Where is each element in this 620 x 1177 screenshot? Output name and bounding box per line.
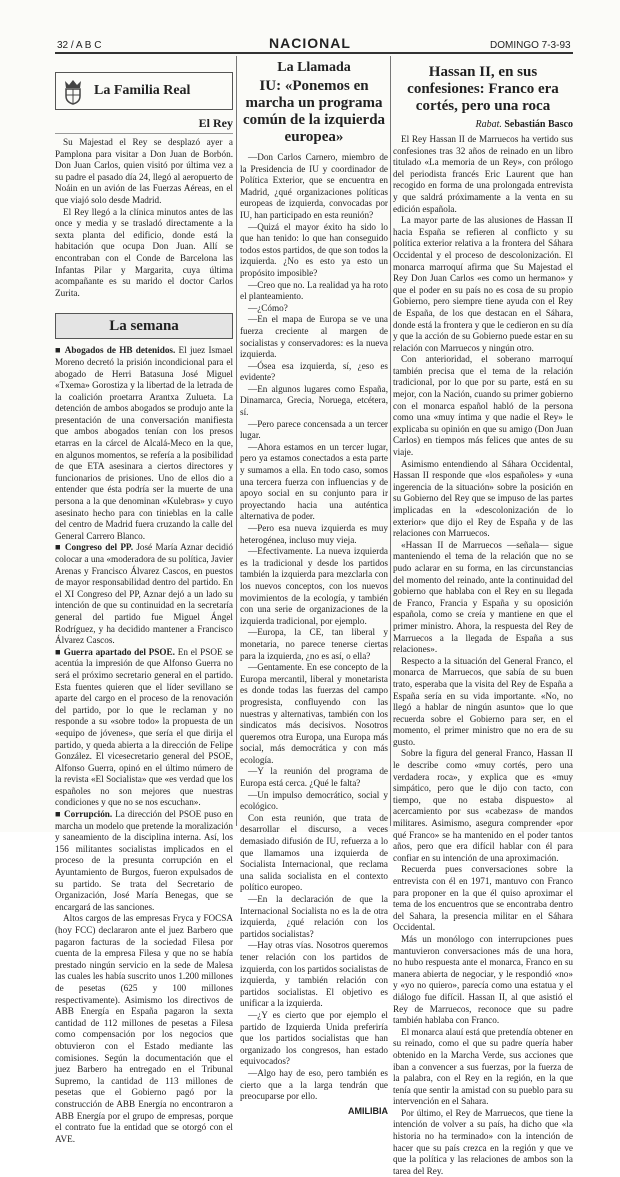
interview-paragraph: —Pero parece concensada a un tercer lugar. bbox=[240, 418, 388, 441]
byline-place: Rabat. bbox=[475, 119, 502, 130]
interview-paragraph: —Algo hay de eso, pero también es cierto que a la larga tendrán que preocuparse por ello. bbox=[240, 1067, 388, 1102]
interview-paragraph: Con esta reunión, que trata de desarrollar el discurso, a veces demasiado difusión de IU, refuerza a lo que llamamos una izquierda de Socialista Internacional, que reclama una salida socialista en el contexto político europeo. bbox=[240, 812, 388, 893]
interview-paragraph: —En algunos lugares como España, Dinamarca, Grecia, Noruega, etcétera, sí. bbox=[240, 383, 388, 418]
interview-title: IU: «Ponemos en marcha un programa común de la izquierda europea» bbox=[242, 78, 386, 145]
hassan-paragraph: Con anterioridad, el soberano marroquí también precisa que el tema de la relación tradicional, por lo que por su parte, está en su mejor, con la Nación, cuando su primer gobierno con el monarca español habló de la persona como una «muy íntima y que nadie el Rey» le explicaba su opinión en que su amigo (Don Juan Carlos) en tiempos más felices que antes de su viaje. bbox=[393, 354, 574, 458]
week-item: ■ Guerra apartado del PSOE. En el PSOE se acentúa la impresión de que Alfonso Guerra no será el próximo secretario general en el partido. Esta fuentes quieren que el líder sevillano se aparte del cargo en el proceso de la renovación del partido, por lo que le reclaman y no responde a su «sobre todo» la propuesta de un «equipo de jóvenes», que sería el que dirija el partido, y queda abierta a la dirección de Felipe González. El vicesecretario general del PSOE, Alfonso Guerra, opinó en el último número de la revista «El Socialista» que «es verdad que los españoles no son mejores que nuestras condiciones y que no se nos escuchan». bbox=[55, 646, 233, 808]
hassan-paragraph: «Hassan II de Marruecos —señala— sigue manteniendo el tema de la relación que no se pudo aclarar en su forma, en las circunstancias del momento del reinado, ante la continuidad del gobierno que hablaba con el Rey en su llegada de Franco, Francia y España y su oposición española, como se creía y mantiene en que el primer ministro. Ahora, la respuesta del Rey de Marruecos a la llegada de España a sus relaciones». bbox=[393, 539, 573, 655]
interview-paragraph: —¿Cómo? bbox=[248, 302, 288, 313]
hassan-paragraph: La mayor parte de las alusiones de Hassan II hacia España se refieren al conflicto y su política exterior relativa a la frontera del Sáhara Occidental y el proceso de descolonización. El monarca marroquí afirma que Su Majestad el Rey Don Juan Carlos «es como un hermano» y que el poder en su país no es cosa de su propio Gobierno, pero siempre tiene ayuda con el Rey de España, de los que destacan en el Sáhara, donde está la frontera y que le cedieron en su día y que la acción de su Gobierno puede estar en su relación con Marruecos y ningún otro. bbox=[393, 215, 573, 353]
column-interview bbox=[240, 56, 388, 1116]
column-divider bbox=[236, 56, 237, 826]
interview-paragraph: —Creo que no. La realidad ya ha roto el planteamiento. bbox=[240, 279, 388, 302]
interview-paragraph: —Y la reunión del programa de Europa está cerca. ¿Qué le falta? bbox=[240, 766, 388, 789]
hassan-paragraph: Asimismo entendiendo al Sáhara Occidental, Hassan II responde que «los españoles» y «una ingerencia de la situación» sobre la posición en su Gobierno del Rey que se impuso de las partes implicadas en la «descolonización de lo exterior» que dijo el Rey de España y de las relaciones con Marruecos. bbox=[393, 458, 573, 539]
box-title: La Familia Real bbox=[94, 83, 191, 98]
page-header bbox=[0, 0, 620, 54]
page-number: 32 / A B C bbox=[57, 40, 102, 51]
week-item-head: Corrupción. bbox=[63, 809, 113, 820]
issue-date: DOMINGO 7-3-93 bbox=[490, 40, 571, 51]
interview-paragraph: —Quizá el mayor éxito ha sido lo que han tenido: lo que han conseguido todos estos partidos, de que son todos la izquierda. ¿No es esto ya esto un propósito imposible? bbox=[240, 221, 388, 278]
week-item-body: El juez Ismael Moreno decretó la prisión incondicional para el abogado de Herri Batasuna José Miguel «Txema» Gorostiza y la libertad de la letrada de la coalición proetarra Arantxa Zulueta. La detención de ambos abogados se produjo ante la presentación de una conversación manifiesta que ambos abogados tenían con los presos etarras en la cárcel de Alcalá-Meco en la que, en algunos momentos, se refería a la posibilidad de que ETA asesinara a ciertos directores y funcionarios de prisiones. Uno de ellos dio a entender que ésta podría ser la muerte de una persona a la que denominan «Kulebras» y cuyo asesinato hecho para con tinieblas en la calle del centro de Madrid fuera cruzando la calle del General Carrero Blanco. bbox=[55, 345, 233, 541]
week-item-head: Guerra apartado del PSOE. bbox=[63, 646, 175, 657]
week-item bbox=[55, 913, 233, 1145]
interview-paragraph: —Europa, la CE, tan liberal y monetaria, no parece tenerse ciertas para la izquierda, ¿no es así, o ella? bbox=[240, 627, 388, 661]
interview-paragraph: —En la declaración de que la Internacional Socialista no es la de otra izquierda, ¿qué relación con los partidos socialistas? bbox=[240, 894, 388, 939]
interview-paragraph: —Ósea esa izquierda, sí, ¿eso es evidente? bbox=[240, 360, 388, 383]
week-item: ■ Corrupción. La dirección del PSOE puso en marcha un modelo que pretende la moralización y saneamiento de la disciplina interna. Así, los 156 militantes socialistas implicados en el proceso de la presunta corrupción en el Ayuntamiento de Burgos, fueron expulsados de su partido. Se trata del Secretario de Organización, José María Benegas, que se encargará de las sanciones. bbox=[55, 809, 233, 912]
article-paragraph: Su Majestad el Rey se desplazó ayer a Pamplona para visitar a Don Juan de Borbón. Don Juan Carlos, quien visitó por última vez a su padre el pasado día 24, llegó al aeropuerto de Noáin en un avión de las Fuerzas Aéreas, en el que viajó solo desde Madrid. bbox=[55, 137, 233, 205]
interview-paragraph: —Ahora estamos en un tercer lugar, pero ya estamos conectados a esta parte y sumamos a ella. En todo caso, somos una tercera fuerza con influencias y de apoyo social en su conjunto para ir proyectando hacia una auténtica alternativa de poder. bbox=[240, 441, 388, 522]
author-signature: AMILIBIA bbox=[348, 1105, 388, 1116]
interview-paragraph: —Pero esa nueva izquierda es muy heterogénea, incluso muy vieja. bbox=[240, 523, 388, 545]
hassan-paragraph: Respecto a la situación del General Franco, el monarca de Marruecos, que sabía de su buen trato, esperaba que la visita del Rey de España a España sería en su vida importante. «No, no llegó a hablar de ningún asunto» que lo que recuerda sobre el Gobierno para ser, en el momento, el primer ministro que no era de su gusto. bbox=[393, 655, 573, 747]
interview-paragraph: —Hay otras vías. Nosotros queremos tener relación con los partidos de izquierda, con los partidos socialistas de izquierda, y también relación con partidos socialistas. El objetivo es unificar a la izquierda. bbox=[240, 940, 388, 1009]
hassan-paragraph: Por último, el Rey de Marruecos, que tiene la intención de volver a su país, ha dicho que «la historia no ha terminado» con la intención de hacer que su país crezca en la región y que ve que la política y las relaciones de ambos son la tarea del Rey. bbox=[393, 1107, 573, 1176]
week-item-head: Abogados de HB detenidos. bbox=[64, 345, 176, 356]
interview-paragraph: —¿Y es cierto que por ejemplo el partido de Izquierda Unida preferiría que los partidos socialistas que han organizado los congresos, han estado equivocados? bbox=[240, 1009, 388, 1067]
interview-paragraph: —Gentamente. En ese concepto de la Europa mercantil, liberal y monetarista es donde todas las fuerzas del campo progresista, confluyendo con las nuestras y alternativas, también con los sindicatos más decisivos. Nosotros queremos otra Europa, una Europa más social, más democrática y con más ecología. bbox=[240, 662, 388, 765]
section-title: NACIONAL bbox=[269, 35, 351, 51]
interview-paragraph: —En el mapa de Europa se ve una fuerza creciente al margen de socialistas y conservadores: es la nueva izquierda. bbox=[240, 314, 388, 360]
week-item: ■ Congreso del PP. José María Aznar decidió colocar a una «moderadora de su política, Javier Arenas y Francisco Álvarez Cascos, en puestos de mayor responsabilidad dentro del partido. En el XI Congreso del PP, Aznar dejó a un lado su intención de que su continuidad en la secretaría general del partido fue Miguel Ángel Rodríguez, y ha decidido mantener a Francisco Álvarez Cascos. bbox=[55, 542, 233, 646]
hassan-paragraph: Recuerda pues conversaciones sobre la entrevista con él en 1971, mantuvo con Franco para proponer en la que él quiso aproximar el tema de los encuentros que se encontraba dentro del Sahara, la presencia militar en el Sáhara Occidental. bbox=[393, 864, 573, 933]
hassan-paragraph: El Rey Hassan II de Marruecos ha vertido sus confesiones tras 32 años de reinado en un libro titulado «La memoria de un Rey», con prólogo del periodista francés Eric Laurent que han recogido en forma de una prolongada entrevista y que saldrá próximamente a la venta en su edición española. bbox=[393, 134, 573, 214]
header-rule bbox=[55, 52, 573, 54]
week-item: ■ Abogados de HB detenidos. El juez Ismael Moreno decretó la prisión incondicional para el abogado de Herri Batasuna José Miguel «Txema» Gorostiza y la libertad de la letrada de la coalición proetarra Arantxa Zulueta. La detención de ambos abogados se produjo ante la presentación de una conversación manifiesta que ambos abogados tenían con los presos etarras en la cárcel de Alcalá-Meco en la que, en algunos momentos, se refería a la posibilidad de que ETA asesinara a ciertos directores y funcionarios de prisiones. Uno de ellos dio a entender que ésta podría ser la muerte de una persona a la que denominan «Kulebras» y cuyo asesinato hecho para con tinieblas en la calle del centro de Madrid fuera cruzando la calle del General Carrero Blanco. bbox=[55, 345, 233, 541]
hassan-paragraph: Más un monólogo con interrupciones pues mantuvieron conversaciones más de una hora, no hubo respuesta ante el monarca, Franco en su manera abierta de negociar, y le respondió «no» y «yo no quiero», parecía como una estatua y el diálogo fue difícil. Hassan II, al que asistió el Rey de Marruecos, reconoce que su padre también hablaba con Franco. bbox=[393, 933, 573, 1026]
article-paragraph: El Rey llegó a la clínica minutos antes de las once y media y se trasladó directamente a la sexta planta del edificio, donde está la habitación que ocupa Don Juan. Allí se encontraban con el Conde de Barcelona las Infantas Pilar y Margarita, cuya última acompañante es su marido el doctor Carlos Zurita. bbox=[55, 206, 233, 298]
week-section-title: La semana bbox=[55, 313, 233, 339]
week-item-body: José María Aznar decidió colocar a una «moderadora de su política, Javier Arenas y Francisco Álvarez Cascos, en puestos de mayor responsabilidad dentro del partido. En el XI Congreso del PP, Aznar dejó a un lado su intención de que su continuidad en la secretaría general del partido fue Miguel Ángel Rodríguez, y ha decidido mantener a Francisco Álvarez Cascos. bbox=[55, 542, 233, 646]
hassan-paragraph: El monarca alauí está que pretendía obtener en su reinado, como el que su padre quería haber obtenido en la Marcha Verde, sus acciones que iban a convencer a sus fuerzas, por la fuerza de la palabra, con el Rey en la región, en la que tenía que sentir la amistad con su pueblo para su intervención en el Sahara. bbox=[393, 1026, 573, 1107]
column-divider bbox=[390, 56, 391, 826]
royal-crest-icon bbox=[56, 76, 90, 106]
interview-kicker: La Llamada bbox=[277, 60, 351, 75]
interview-paragraph: —Don Carlos Carnero, miembro de la Presidencia de IU y coordinador de Política Exterior, que se encuentra en Madrid, ¿qué organizaciones políticas europeas de izquierda, convocadas por IU, han participado en esta reunión? bbox=[240, 152, 388, 220]
royal-family-box bbox=[55, 72, 233, 110]
week-item-body: La dirección del PSOE puso en marcha un modelo que pretende la moralización y saneamiento de la disciplina interna. Así, los 156 militantes socialistas implicados en el proceso de la presunta corrupción en el Ayuntamiento de Burgos, fueron expulsados de su partido. Se trata del Secretario de Organización, José María Benegas, que se encargará de las sanciones. bbox=[55, 809, 233, 912]
hassan-title: Hassan II, en sus confesiones: Franco era cortés, pero una roca bbox=[407, 64, 559, 114]
column-royal-family bbox=[55, 56, 233, 1144]
hassan-paragraph: Sobre la figura del general Franco, Hassan II le describe como «muy cortés, pero una verdadera roca», y explica que es «muy simpático, pero que le dijo con tacto, con tiempo, que no estaba dispuesto» al acercamiento por sus «cabezas» de mandos militares. Asimismo, asegura comprender «por qué Franco» se ha mantenido en el poder tantos años, pero que era difícil hablar con él para confiar en su intención de una aproximación. bbox=[393, 748, 573, 863]
byline bbox=[393, 119, 573, 130]
article-kicker: El Rey bbox=[55, 116, 233, 134]
byline-author: Sebastián Basco bbox=[504, 119, 573, 130]
interview-paragraph: —Efectivamente. La nueva izquierda es la tradicional y desde los partidos también la izquierda para mezclarla con los nuevos conceptos, con los nuevos movimientos de la ecología, y también con una serie de organizaciones de la izquierda tradicional, por ejemplo. bbox=[240, 546, 388, 626]
week-item-head: Congreso del PP. bbox=[64, 542, 133, 553]
column-hassan bbox=[393, 56, 574, 1176]
week-item-body: En el PSOE se acentúa la impresión de que Alfonso Guerra no será el próximo secretario general en el partido. Esta fuentes quieren que el líder sevillano se aparte del cargo en el proceso de la renovación del partido, por lo que le reclaman y no responde a su «sobre todo» la propuesta de un «equipo de jóvenes», que sería el que dirija el partido, y queda abierta a la dirección de Felipe González. El vicesecretario general del PSOE, Alfonso Guerra, opinó en el último número de la revista «El Socialista» que «es verdad que los españoles no son mejores que nuestras condiciones y que no se nos escuchan». bbox=[55, 646, 233, 808]
interview-paragraph: —Un impulso democrático, social y ecológico. bbox=[240, 789, 388, 812]
week-item-body: Altos cargos de las empresas Fryca y FOCSA (hoy FCC) declararon ante el juez Barbero que pagaron facturas de la sociedad Filesa por cuenta de la empresa Filesa y que no se había prestado ningún servicio en la sede de Malesa las cuales les había suscrito unos 1.200 millones de pesetas (625 y 100 millones respectivamente). Asimismo los directivos de ABB Energía en España pagaron la sexta cantidad de 112 millones de pesetas a Filesa como compensación por los negocios que obtuvieron con el Estado mediante las comisiones. Según la documentación que el juez Barbero ha entregado en el Tribunal Supremo, la cantidad de 113 millones de pesetas que el Gobierno pagó por la construcción de ABB Energía no encontraron a ABB Energía por el grupo de empresas, porque el contrato fue la entidad que se otorgó con el AVE. bbox=[55, 913, 233, 1144]
